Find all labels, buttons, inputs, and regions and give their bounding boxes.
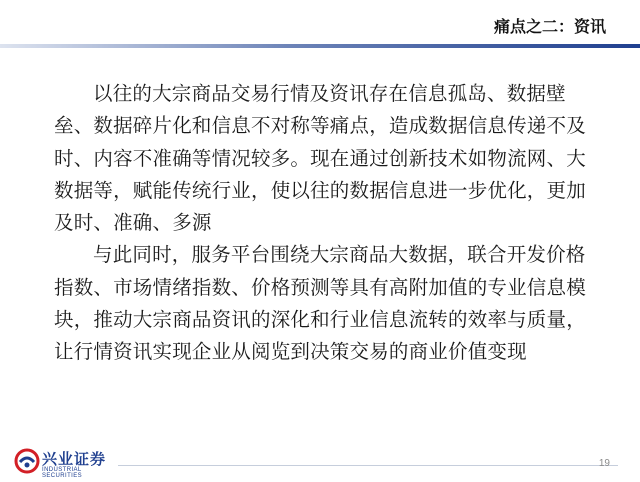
slide-body	[54, 78, 594, 369]
paragraph-2: 与此同时，服务平台围绕大宗商品大数据，联合开发价格指数、市场情绪指数、价格预测等具有高附加值的专业信息模块，推动大宗商品资讯的深化和行业信息流转的效率与质量，让行情资讯实现企业从阅览到决策交易的商业价值变现	[54, 243, 586, 364]
slide-title: 痛点之二：资讯	[493, 17, 606, 36]
footer-divider	[118, 465, 618, 466]
paragraph-1: 以往的大宗商品交易行情及资讯存在信息孤岛、数据壁垒、数据碎片化和信息不对称等痛点，造成数据信息传递不及时、内容不准确等情况较多。现在通过创新技术如物流网、大数据等，赋能传统行业，使以往的数据信息进一步优化，更加及时、准确、多源	[54, 82, 586, 235]
header-divider	[0, 44, 640, 48]
logo-chinese-name: 兴业证券	[42, 450, 107, 468]
logo-emblem-icon	[14, 448, 40, 474]
company-logo	[14, 448, 118, 478]
logo-english-name: INDUSTRIAL SECURITIES	[42, 467, 83, 479]
page-number: 19	[598, 458, 610, 469]
